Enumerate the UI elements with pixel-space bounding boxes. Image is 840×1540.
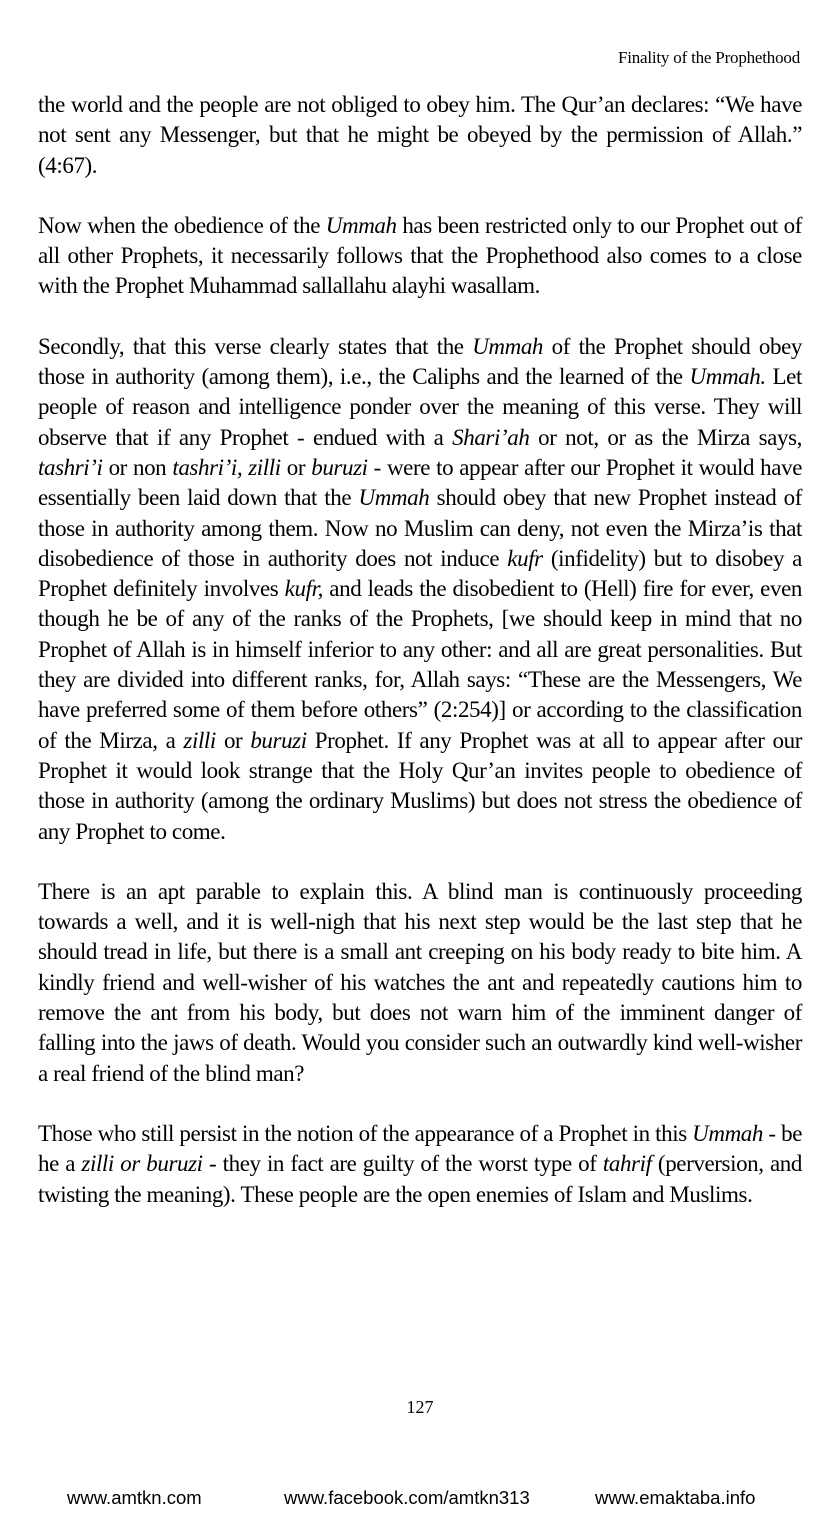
italic-term: Ummah. [689, 364, 766, 390]
italic-term: kufr, [284, 576, 323, 602]
italic-term: Ummah [692, 1120, 764, 1146]
paragraph [38, 211, 802, 302]
paragraph-text: There is an apt parable to explain this. A blind man is continuously proceeding towards a well, and it is well-nigh that his next step would be the last step that he should tread in life, but there is a small ant creeping on his body ready to bite him. A kindly friend and well-wisher of his watches the ant and repeatedly cautions him to remove the ant from his body, but does not warn him of the imminent danger of falling into the jaws of death. Would you consider such an outwardly kind well-wisher a real friend of the blind man? [38, 878, 802, 1086]
paragraph-text: or [280, 454, 312, 480]
italic-term: buruzi [311, 454, 368, 480]
body-text [38, 90, 802, 1240]
italic-term: tashri’i, zilli [172, 454, 281, 480]
italic-term: tahrif [602, 1151, 652, 1177]
italic-term: buruzi [250, 727, 307, 753]
italic-term: kufr [507, 545, 543, 571]
paragraph-text: of the Prophet should obey those in authority (among them), i.e., the Caliphs and the learned of the [38, 333, 803, 390]
paragraph-text: Now when the obedience of the [38, 212, 326, 238]
paragraph-text: - they in fact are guilty of the worst type of [202, 1151, 603, 1177]
paragraph [38, 90, 802, 181]
paragraph-text: Secondly, that this verse clearly states that the [38, 333, 473, 359]
italic-term: Ummah [472, 333, 544, 359]
italic-term: zilli or buruzi [81, 1151, 203, 1177]
page-number: 127 [406, 1397, 434, 1417]
paragraph-text: the world and the people are not obliged to obey him. The Qur’an declares: “We have not sent any Messenger, but that he might be obeyed by the permission of Allah.” (4:67). [38, 92, 802, 178]
footer-link-facebook[interactable]: www.facebook.com/amtkn313 [284, 1487, 530, 1508]
footer [0, 1487, 840, 1517]
paragraph-text: Those who still persist in the notion of the appearance of a Prophet in this [38, 1120, 693, 1146]
paragraph-text: or [215, 727, 251, 753]
paragraph-text: (infidelity) but to disobey a Prophet definitely involves [38, 545, 802, 602]
italic-term: Shari’ah [452, 424, 530, 450]
paragraph-text: Let people of reason and intelligence ponder over the meaning of this verse. They will observe that if any Prophet - endued with a [38, 364, 802, 450]
paragraph-text: - were to appear after our Prophet it would have essentially been laid down that the [38, 454, 803, 511]
italic-term: tashri’i [38, 454, 103, 480]
running-header: Finality of the Prophethood [617, 48, 800, 67]
paragraph [38, 877, 802, 1089]
paragraph-text: (perversion, and twisting the meaning). These people are the open enemies of Islam and Muslims. [38, 1151, 802, 1207]
paragraph-text: or non [102, 454, 173, 480]
footer-link-emaktaba[interactable]: www.emaktaba.info [595, 1487, 756, 1508]
footer-link-amtkn[interactable]: www.amtkn.com [67, 1487, 202, 1508]
italic-term: Ummah [358, 485, 430, 511]
paragraph [38, 1119, 802, 1210]
italic-term: zilli [183, 727, 216, 753]
paragraph-text: has been restricted only to our Prophet out of all other Prophets, it necessarily follows that the Prophethood also comes to a close with the Prophet Muhammad sallallahu alayhi wasallam. [38, 212, 802, 299]
paragraph-text: or not, or as the Mirza says, [529, 424, 802, 450]
paragraph-text: and leads the disobedient to (Hell) fire for ever, even though he be of any of the ranks of the Prophets, [we should keep in mind that no Prophet of Allah is in himself inferior to any other: and all are great personalities. But they are divided into different ranks, for, Allah says: “These are the Messengers, We have preferred some of them before others” (2:254)] or according to the classification of the Mirza, a [38, 576, 802, 753]
paragraph-text: should obey that new Prophet instead of those in authority among them. Now no Muslim can deny, not even the Mirza’is that disobedience of those in authority does not induce [38, 485, 802, 571]
paragraph-text: Prophet. If any Prophet was at all to appear after our Prophet it would look strange that the Holy Qur’an invites people to obedience of those in authority (among the ordinary Muslims) but does not stress the obedience of any Prophet to come. [38, 727, 803, 844]
italic-term: Ummah [325, 212, 397, 238]
paragraph [38, 332, 802, 847]
paragraph-text: - be he a [38, 1120, 802, 1177]
